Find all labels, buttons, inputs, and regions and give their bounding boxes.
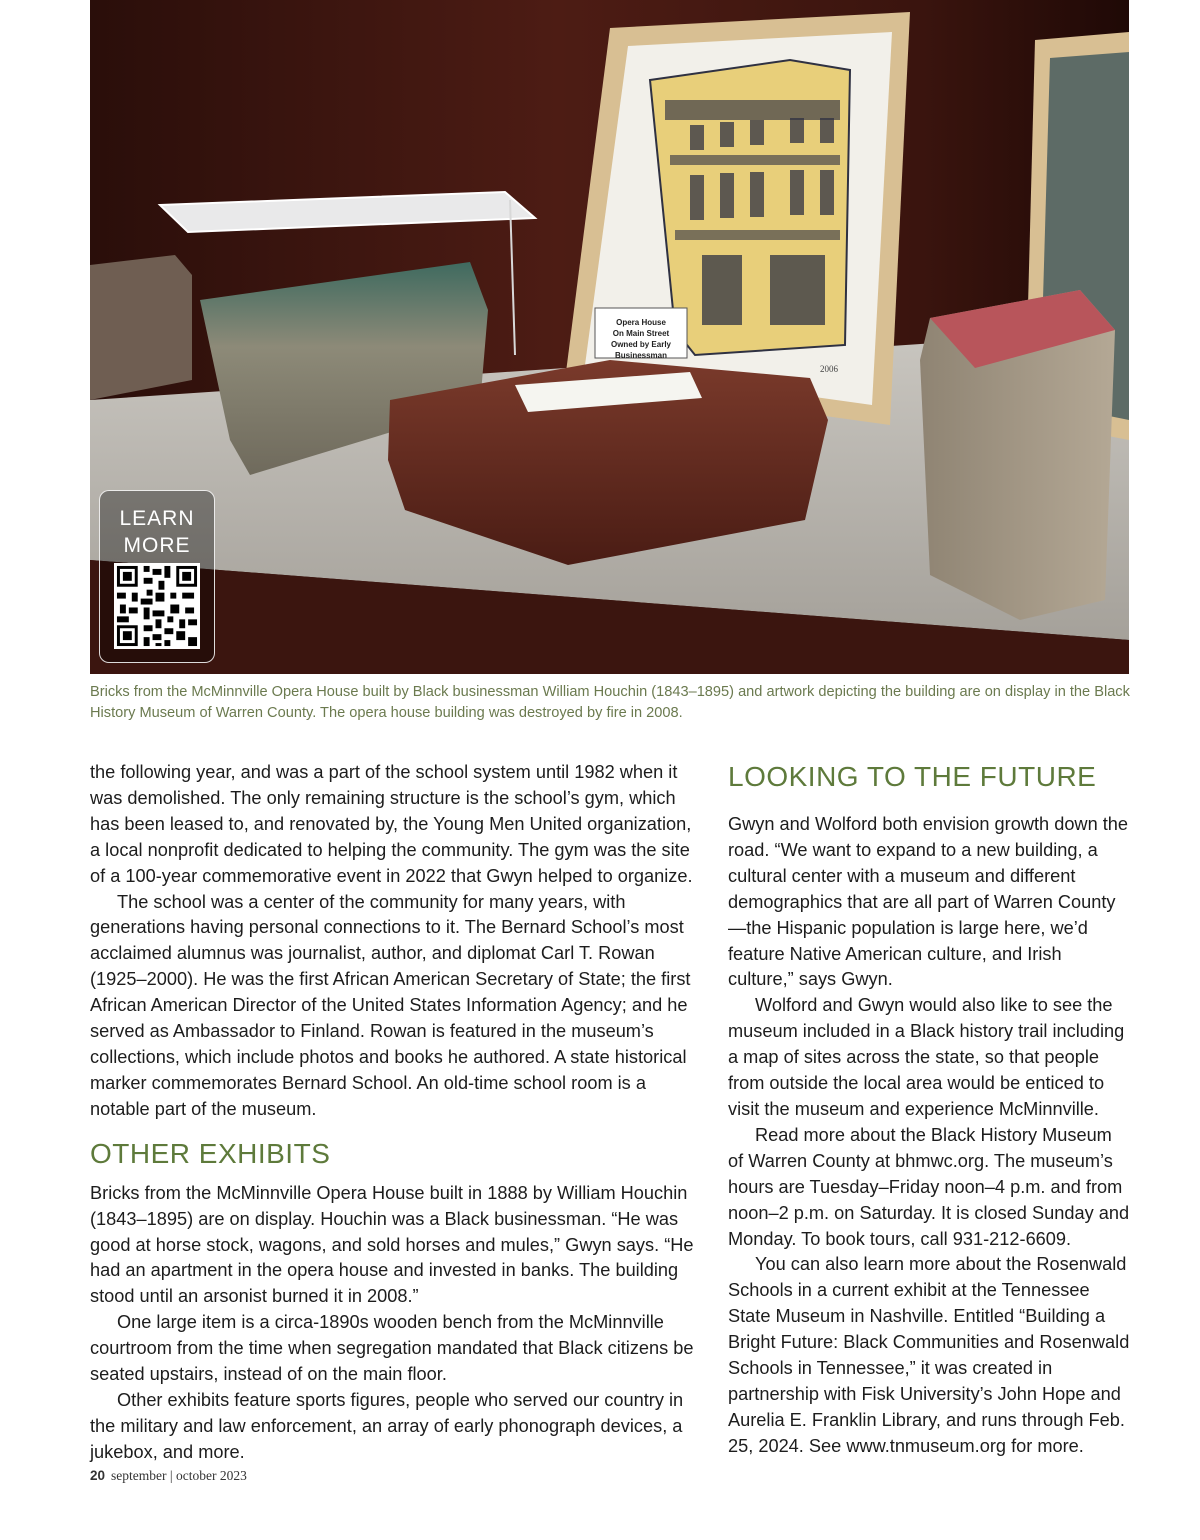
photo-caption: Bricks from the McMinnville Opera House built by Black businessman William Houchin (1843–1895) and artwork depicting the building are on display in the Black History Museum of Warren County. The opera house building was destroyed by fire in 2008. (90, 684, 1130, 721)
learn-more-label: LEARN MORE (119, 507, 195, 557)
right-column (728, 760, 1130, 1460)
page-number: 20 (90, 1468, 106, 1483)
museum-display-photo (90, 0, 1129, 674)
body-paragraph: Gwyn and Wolford both envision growth down the road. “We want to expand to a new building, a cultural center with a museum and different demographics that are all part of Warren County—the Hispanic population is large here, we’d feature Native American culture, and Irish culture,” says Gwyn. (728, 814, 1129, 990)
page-folio (90, 1468, 247, 1484)
section-heading-looking-to-the-future: LOOKING TO THE FUTURE (728, 761, 1097, 792)
body-paragraph: Wolford and Gwyn would also like to see the museum included in a Black history trail including a map of sites across the state, so that people from outside the local area would be enticed to visit the museum and experience McMinnville. (728, 995, 1125, 1119)
issue-date: september | october 2023 (111, 1468, 247, 1483)
body-paragraph: the following year, and was a part of the school system until 1982 when it was demolished. The only remaining structure is the school’s gym, which has been leased to, and renovated by, the Young Men United organization, a local nonprofit dedicated to helping the community. The gym was the site of a 100-year commemorative event in 2022 that Gwyn helped to organize. (90, 762, 693, 886)
body-paragraph: Other exhibits feature sports figures, people who served our country in the military and law enforcement, an array of early phonograph devices, a jukebox, and more. (90, 1389, 684, 1462)
svg-text:Owned by Early: Owned by Early (610, 340, 672, 349)
svg-text:2006: 2006 (820, 364, 838, 374)
body-paragraph: Bricks from the McMinnville Opera House built in 1888 by William Houchin (1843–1895) are on display. Houchin was a Black businessman. “He was good at horse stock, wagons, and sold horses and mules,” Gwyn says. “He had an apartment in the opera house and invested in banks. The building stood until an arsonist burned it in 2008.” (90, 1182, 694, 1307)
brick-small-left (90, 255, 192, 400)
svg-text:On Main Street: On Main Street (612, 329, 670, 338)
body-paragraph: You can also learn more about the Rosenwald Schools in a current exhibit at the Tennessee State Museum in Nashville. Entitled “Building a Bright Future: Black Communities and Rosenwald Schools in Tennessee,” it was created in partnership with Fisk University’s John Hope and Aurelia E. Franklin Library, and runs through Feb. 25, 2024. See www.tnmuseum.org for more. (728, 1254, 1130, 1456)
section-heading-other-exhibits: OTHER EXHIBITS (90, 1137, 331, 1169)
qr-code-icon[interactable] (114, 563, 200, 649)
svg-text:Opera House: Opera House (616, 318, 666, 327)
body-paragraph: The school was a center of the community for many years, with generations having personal connections to it. The Bernard School’s most acclaimed alumnus was journalist, author, and diplomat Carl T. Rowan (1925–2000). He was the first African American Secretary of State; the first African American Director of the United States Information Agency; and he served as Ambassador to Finland. Rowan is featured in the museum’s collections, which include photos and books he authored. A state historical marker commemorates Bernard School. An old-time school room is a notable part of the museum. (90, 891, 691, 1119)
bricks-display-illustration (90, 0, 1129, 674)
left-column (90, 760, 702, 1466)
svg-text:Businessman: Businessman (614, 351, 668, 360)
body-paragraph: Read more about the Black History Museum of Warren County at bhmwc.org. The museum’s hours are Tuesday–Friday noon–4 p.m. and from noon–2 p.m. on Saturday. It is closed Sunday and Monday. To book tours, call 931-212-6609. (728, 1124, 1130, 1249)
body-paragraph: One large item is a circa-1890s wooden bench from the McMinnville courtroom from the time when segregation mandated that Black citizens be seated upstairs, instead of on the main floor. (90, 1312, 694, 1385)
learn-more-qr-box[interactable] (99, 490, 215, 663)
